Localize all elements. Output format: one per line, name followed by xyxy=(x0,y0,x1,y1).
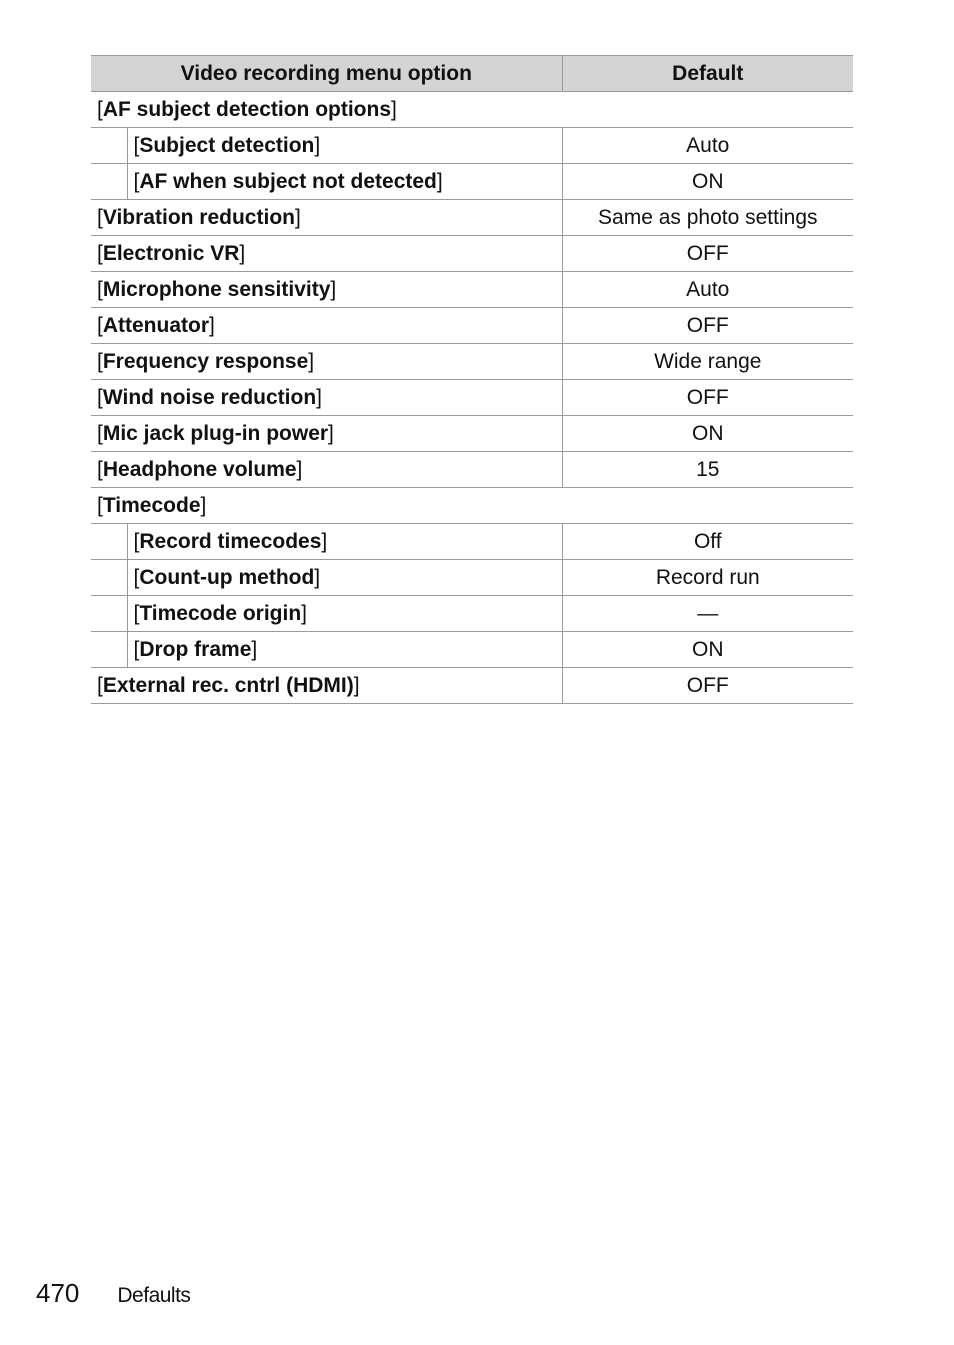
bracket-close: ] xyxy=(209,313,215,337)
table-row xyxy=(91,128,853,164)
option-cell xyxy=(127,632,562,668)
bracket-close: ] xyxy=(353,673,360,697)
bracket-open: [ xyxy=(133,133,140,157)
section-name: Defaults xyxy=(117,1284,191,1307)
option-label: AF subject detection options xyxy=(102,97,392,121)
default-cell: Same as photo settings xyxy=(562,200,853,236)
header-option: Video recording menu option xyxy=(91,56,562,92)
indent-cell xyxy=(91,560,127,596)
table-row xyxy=(91,200,853,236)
bracket-open: [ xyxy=(97,349,103,373)
option-label: Timecode origin xyxy=(139,601,302,625)
default-cell: OFF xyxy=(562,380,853,416)
option-cell xyxy=(91,92,853,128)
bracket-close: ] xyxy=(391,97,397,121)
default-cell: Record run xyxy=(562,560,853,596)
bracket-close: ] xyxy=(314,133,321,157)
option-cell xyxy=(91,416,562,452)
table-row xyxy=(91,596,853,632)
option-label: Drop frame xyxy=(139,637,252,661)
default-cell: — xyxy=(562,596,853,632)
bracket-open: [ xyxy=(133,601,140,625)
indent-cell xyxy=(91,596,127,632)
bracket-close: ] xyxy=(316,385,322,409)
option-cell xyxy=(91,344,562,380)
option-label: Attenuator xyxy=(102,313,210,337)
table-row xyxy=(91,668,853,704)
table-row xyxy=(91,164,853,200)
option-label: Headphone volume xyxy=(102,457,297,481)
table-row xyxy=(91,632,853,668)
option-label: Vibration reduction xyxy=(102,205,295,229)
option-cell xyxy=(91,488,853,524)
option-cell xyxy=(127,560,562,596)
option-label: Record timecodes xyxy=(139,529,322,553)
bracket-close: ] xyxy=(328,421,334,445)
option-cell xyxy=(127,524,562,560)
default-cell: OFF xyxy=(562,308,853,344)
bracket-open: [ xyxy=(97,97,103,121)
bracket-open: [ xyxy=(97,277,103,301)
option-label: Frequency response xyxy=(102,349,309,373)
indent-cell xyxy=(91,524,127,560)
option-label: Mic jack plug-in power xyxy=(102,421,329,445)
option-cell xyxy=(127,596,562,632)
indent-cell xyxy=(91,164,127,200)
table-row xyxy=(91,236,853,272)
default-cell: OFF xyxy=(562,236,853,272)
table-row xyxy=(91,380,853,416)
defaults-table xyxy=(91,55,853,704)
bracket-close: ] xyxy=(314,565,321,589)
header-default: Default xyxy=(562,56,853,92)
table-row xyxy=(91,272,853,308)
option-cell xyxy=(91,308,562,344)
default-cell: ON xyxy=(562,416,853,452)
option-cell xyxy=(127,128,562,164)
bracket-close: ] xyxy=(251,637,258,661)
default-cell: OFF xyxy=(562,668,853,704)
option-cell xyxy=(127,164,562,200)
bracket-close: ] xyxy=(294,205,301,229)
bracket-open: [ xyxy=(97,457,103,481)
bracket-open: [ xyxy=(97,205,103,229)
bracket-open: [ xyxy=(97,493,103,517)
bracket-open: [ xyxy=(133,637,140,661)
option-label: Timecode xyxy=(102,493,201,517)
bracket-close: ] xyxy=(330,277,337,301)
bracket-close: ] xyxy=(200,493,207,517)
bracket-open: [ xyxy=(97,421,103,445)
option-label: External rec. cntrl (HDMI) xyxy=(102,673,354,697)
bracket-close: ] xyxy=(301,601,307,625)
bracket-open: [ xyxy=(97,241,103,265)
bracket-open: [ xyxy=(133,529,140,553)
bracket-close: ] xyxy=(321,529,328,553)
bracket-open: [ xyxy=(133,565,140,589)
option-label: Microphone sensitivity xyxy=(102,277,331,301)
indent-cell xyxy=(91,632,127,668)
page-number: 470 xyxy=(36,1278,80,1308)
bracket-open: [ xyxy=(97,385,103,409)
bracket-close: ] xyxy=(308,349,315,373)
table-row xyxy=(91,344,853,380)
table-row xyxy=(91,560,853,596)
table-group-row xyxy=(91,488,853,524)
default-cell: Wide range xyxy=(562,344,853,380)
table-row xyxy=(91,416,853,452)
bracket-open: [ xyxy=(133,169,140,193)
indent-cell xyxy=(91,128,127,164)
option-cell xyxy=(91,380,562,416)
table-row xyxy=(91,308,853,344)
page-footer xyxy=(36,1278,190,1310)
option-label: Subject detection xyxy=(139,133,315,157)
table-row xyxy=(91,452,853,488)
option-cell xyxy=(91,200,562,236)
option-cell xyxy=(91,236,562,272)
bracket-open: [ xyxy=(97,313,103,337)
table-group-row xyxy=(91,92,853,128)
bracket-close: ] xyxy=(296,457,303,481)
option-cell xyxy=(91,668,562,704)
default-cell: 15 xyxy=(562,452,853,488)
default-cell: ON xyxy=(562,164,853,200)
option-label: AF when subject not detected xyxy=(139,169,437,193)
default-cell: Off xyxy=(562,524,853,560)
option-label: Electronic VR xyxy=(102,241,240,265)
bracket-open: [ xyxy=(97,673,103,697)
bracket-close: ] xyxy=(239,241,246,265)
table-body xyxy=(91,92,853,704)
table-header-row xyxy=(91,56,853,92)
default-cell: Auto xyxy=(562,272,853,308)
option-label: Count-up method xyxy=(139,565,315,589)
default-cell: Auto xyxy=(562,128,853,164)
option-label: Wind noise reduction xyxy=(102,385,317,409)
table-row xyxy=(91,524,853,560)
bracket-close: ] xyxy=(436,169,443,193)
default-cell: ON xyxy=(562,632,853,668)
option-cell xyxy=(91,272,562,308)
option-cell xyxy=(91,452,562,488)
